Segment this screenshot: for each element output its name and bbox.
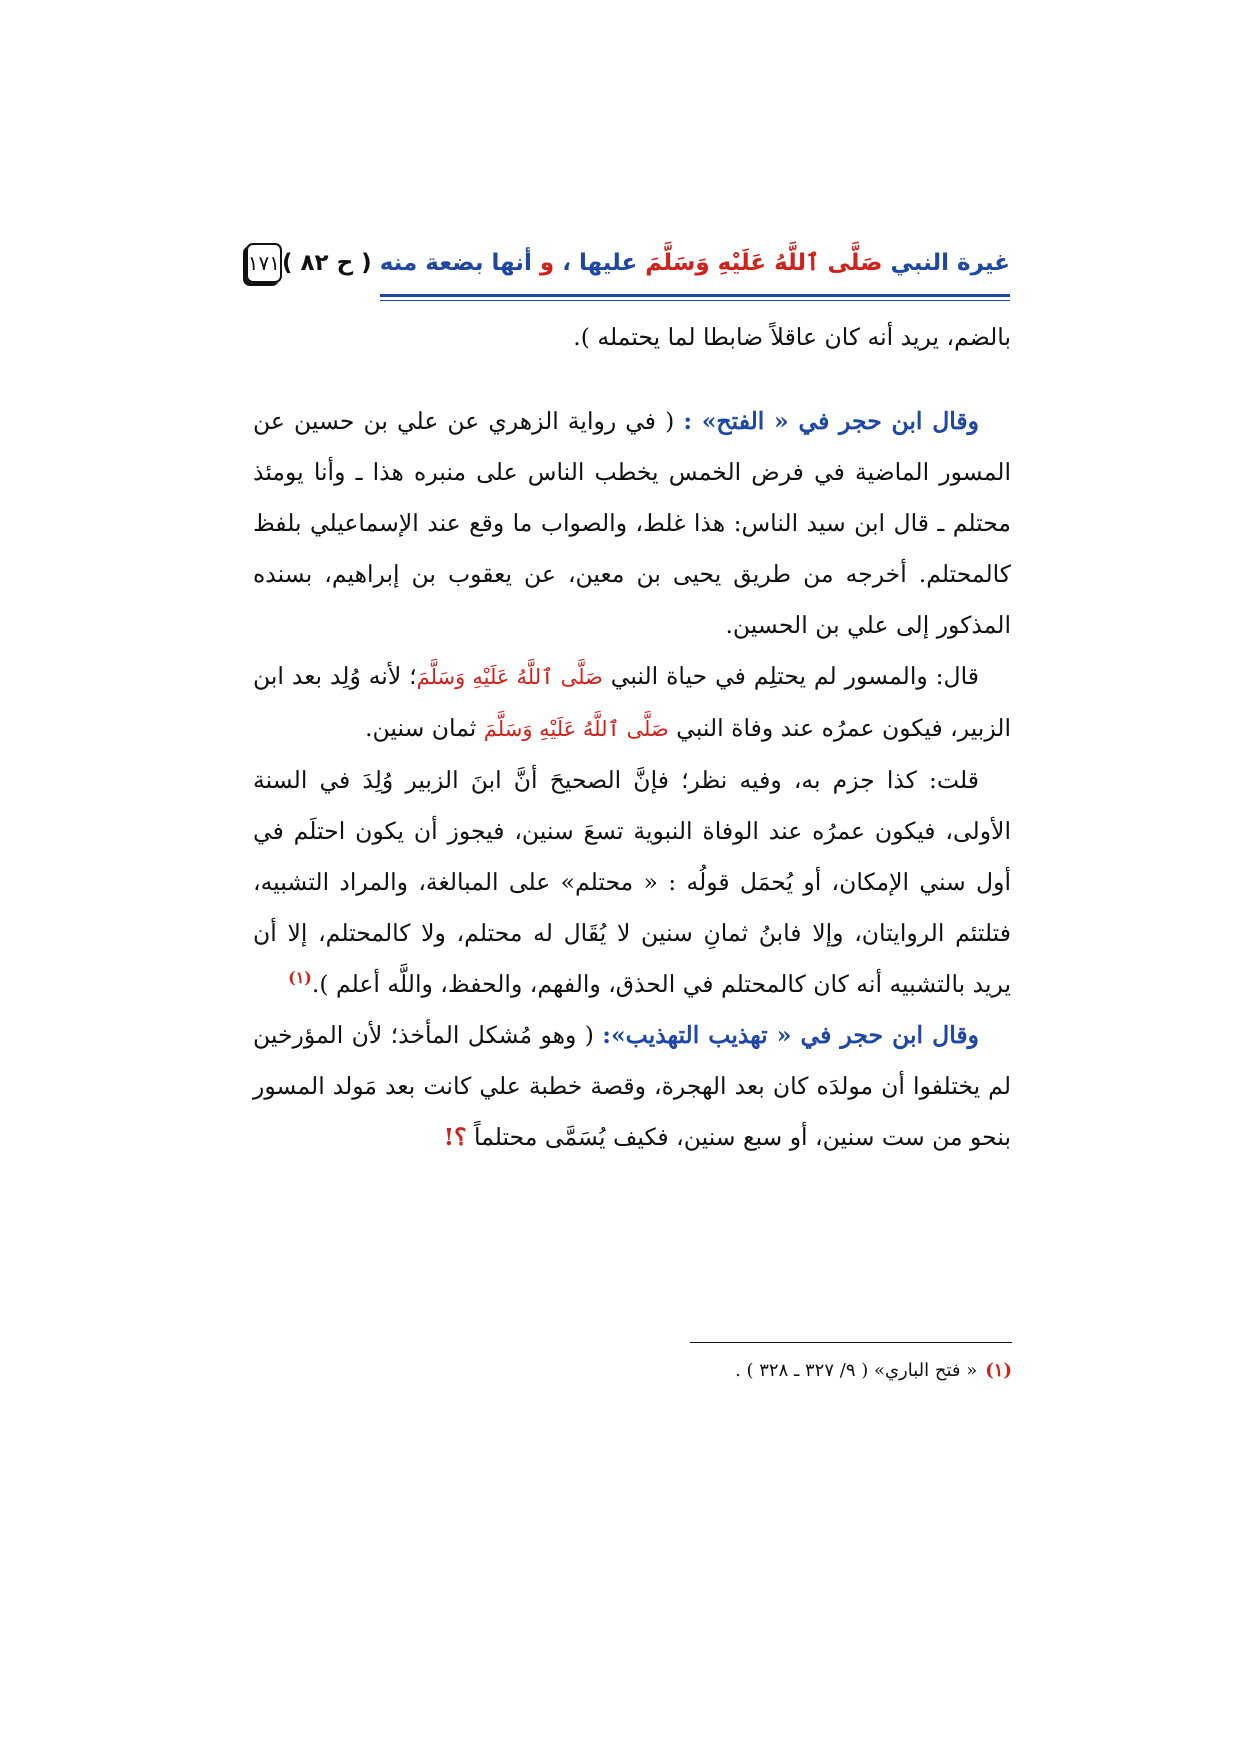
paragraph-2-lead: وقال ابن حجر في « الفتح» :	[683, 407, 980, 435]
title-part4: أنها بضعة منه	[379, 250, 532, 276]
footnote-reference[interactable]: (١)	[288, 968, 312, 988]
paragraph-4-text: قلت: كذا جزم به، وفيه نظر؛ فإنَّ الصحيحَ أنَّ ابنَ الزبير وُلِدَ في السنة الأولى، فيكون عمرُه عند الوفاة النبوية تسعَ سنين، فيجوز أن يكون احتلَم في أول سني الإمكان، أو يُحمَل قولُه : « محتلم» على المبالغة، والمراد التشبيه، فتلتئم الروايتان، وإلا فابنُ ثمانِ سنين لا يُقَال له محتلم، ولا كالمحتلم، إلا أن يريد بالتشبيه أنه كان كالمحتلم في الحذق، والفهم، والحفظ، واللَّه أعلم ).	[253, 766, 1011, 998]
header-rule-thin	[380, 300, 1010, 301]
title-part1: غيرة النبي	[890, 250, 1010, 276]
header-rule	[380, 294, 1010, 297]
footnote-number: (١)	[985, 1360, 1012, 1381]
salutation-glyph: صَلَّى ٱللَّهُ عَلَيْهِ وَسَلَّمَ	[483, 717, 669, 741]
paragraph-5	[253, 1010, 1011, 1163]
footnote-text: « فتح الباري» ( ٩/ ٣٢٧ ـ ٣٢٨ ) .	[735, 1360, 978, 1381]
paragraph-1: بالضم، يريد أنه كان عاقلاً ضابطا لما يحتمله ).	[573, 323, 1011, 351]
page-number-frame	[246, 243, 282, 283]
salutation-glyph: صَلَّى ٱللَّهُ عَلَيْهِ وَسَلَّمَ	[416, 665, 603, 689]
title-part3: و	[539, 250, 555, 276]
hadith-reference: ( ح ٨٢ )	[281, 250, 372, 276]
paragraph-5-end: ؟!	[443, 1123, 467, 1151]
paragraph-2-text: ( في رواية الزهري عن علي بن حسين عن المسور الماضية في فرض الخمس يخطب الناس على منبره هذا ـ وأنا يومئذ محتلم ـ قال ابن سيد الناس: هذا غلط، والصواب ما وقع عند الإسماعيلي بلفظ كالمحتلم. أخرجه من طريق يحيى بن معين، عن يعقوب بن إبراهيم، بسنده المذكور إلى علي بن الحسين.	[253, 407, 1011, 639]
page-number: ١٧١	[247, 251, 280, 275]
running-title	[282, 250, 1010, 276]
paragraph-5-text: ( وهو مُشكل المأخذ؛ لأن المؤرخين لم يختلفوا أن مولدَه كان بعد الهجرة، وقصة خطبة علي كانت بعد مَولد المسور بنحو من ست سنين، أو سبع سنين، فكيف يُسَمَّى محتلماً	[253, 1021, 1011, 1151]
footnote	[590, 1356, 1012, 1386]
paragraph-3-a: قال: والمسور لم يحتلِم في حياة النبي	[602, 662, 979, 690]
paragraph-3-b: ؛ لأنه وُلِد بعد ابن الزبير، فيكون عمرُه عند وفاة النبي	[253, 662, 1011, 742]
salutation-glyph: صَلَّى ٱللَّهُ عَلَيْهِ وَسَلَّمَ	[645, 250, 883, 276]
paragraph-5-lead: وقال ابن حجر في « تهذيب التهذيب»:	[602, 1021, 979, 1049]
paragraph-2	[253, 396, 1011, 651]
paragraph-3-c: ثمان سنين.	[365, 714, 484, 742]
title-part2: عليها ،	[562, 250, 638, 276]
main-text	[253, 312, 1011, 1163]
paragraph-3	[253, 651, 1011, 755]
page-header	[247, 240, 1010, 286]
footnote-rule	[690, 1342, 1012, 1343]
paragraph-4	[253, 755, 1011, 1010]
